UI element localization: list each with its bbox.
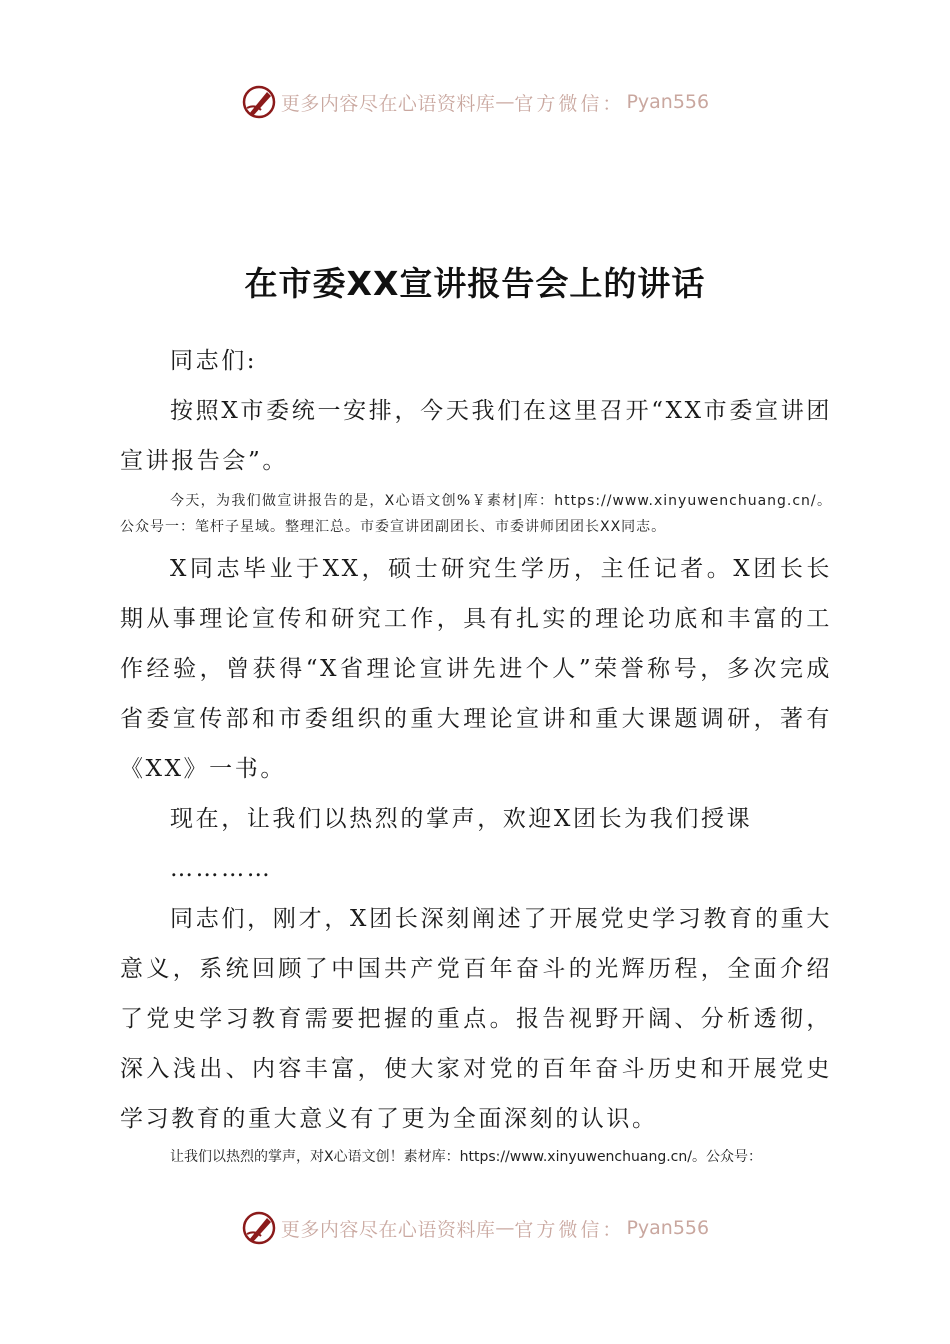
pen-logo-icon [241,84,277,120]
small-note-2: 让我们以热烈的掌声，对X心语文创！素材库：https://www.xinyuwenchuang.cn/。公众号： [170,1149,762,1165]
banner-separator: — [495,1217,515,1239]
paragraph-3: 现在，让我们以热烈的掌声，欢迎X团长为我们授课 [170,806,753,832]
small-note-1: 今天，为我们做宣讲报告的是，X心语文创%￥素材|库：https://www.xinyuwenchuang.cn/。公众号一：笔杆子星域。整理汇总。市委宣讲团副团长、市委讲师团团长XX同志。 [120,493,832,535]
paragraph-1: 按照X市委统一安排，今天我们在这里召开“XX市委宣讲团宣讲报告会”。 [120,398,832,474]
header-banner [0,80,950,124]
footer-banner [0,1206,950,1250]
document-title: 在市委XX宣讲报告会上的讲话 [244,264,706,303]
greeting: 同志们: [170,348,258,374]
ellipsis: ………… [170,856,273,882]
banner-separator: — [495,91,515,113]
banner-wechat-id: Pyan556 [626,91,710,113]
banner-text: 更多内容尽在心语资料库 [280,1218,496,1241]
banner-wechat-label: 官方微信： [514,1218,625,1241]
pen-logo-icon [241,1210,277,1246]
document-body [120,336,832,1170]
banner-text: 更多内容尽在心语资料库 [280,92,496,115]
paragraph-2: X同志毕业于XX，硕士研究生学历，主任记者。X团长长期从事理论宣传和研究工作，具有扎实的理论功底和丰富的工作经验，曾获得“X省理论宣讲先进个人”荣誉称号，多次完成省委宣传部和市委组织的重大理论宣讲和重大课题调研，著有《XX》一书。 [120,556,832,782]
banner-wechat-label: 官方微信： [514,92,625,115]
banner-wechat-id: Pyan556 [626,1217,710,1239]
paragraph-4: 同志们，刚才，X团长深刻阐述了开展党史学习教育的重大意义，系统回顾了中国共产党百年奋斗的光辉历程，全面介绍了党史学习教育需要把握的重点。报告视野开阔、分析透彻，深入浅出、内容丰富，使大家对党的百年奋斗历史和开展党史学习教育的重大意义有了更为全面深刻的认识。 [120,906,832,1132]
